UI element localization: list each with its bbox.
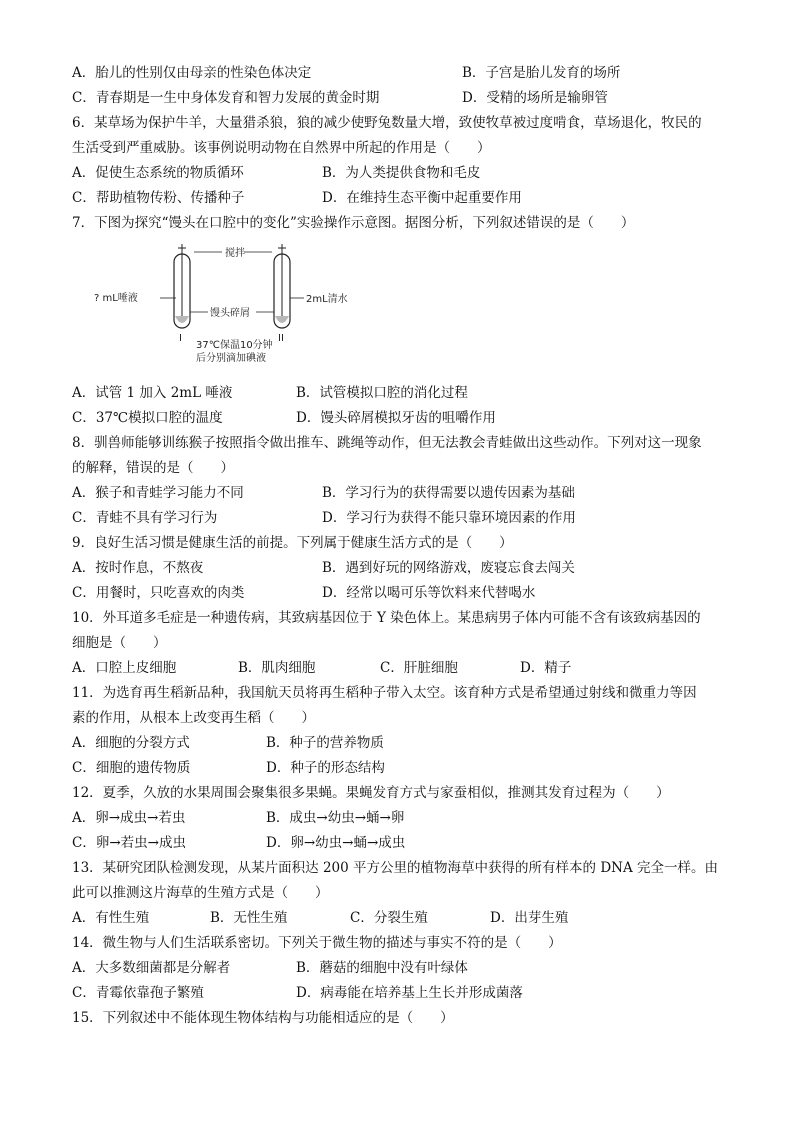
q5-option-d: D．受精的场所是输卵管 <box>462 90 608 106</box>
q5-option-c: C．青春期是一生中身体发育和智力发展的黄金时期 <box>72 90 380 106</box>
q13-stem-line1: 13．某研究团队检测发现，从某片面积达 200 平方公里的植物海草中获得的所有样本的 DNA 完全一样。由 <box>72 860 718 876</box>
test-tube-2 <box>274 244 290 328</box>
q10-stem-line1: 10．外耳道多毛症是一种遗传病，其致病基因位于 Y 染色体上。某患病男子体内可能不含有该致病基因的 <box>72 610 701 626</box>
q8-stem-line2: 的解释，错误的是（ ） <box>72 460 234 476</box>
q8-option-c: C．青蛙不具有学习行为 <box>72 510 218 526</box>
q10-option-d: D．精子 <box>520 660 572 676</box>
saliva-label: ? mL唾液 <box>94 293 138 304</box>
q9-option-c: C．用餐时，只吃喜欢的肉类 <box>72 585 245 601</box>
tube-2-label: II <box>278 333 284 344</box>
q7-stem: 7．下图为探究“馒头在口腔中的变化”实验操作示意图。据图分析，下列叙述错误的是（ ） <box>72 215 635 231</box>
q7-option-d: D．馒头碎屑模拟牙齿的咀嚼作用 <box>296 410 496 426</box>
q11-option-a: A．细胞的分裂方式 <box>72 735 190 751</box>
stir-label: 搅拌 <box>225 248 245 259</box>
incubation-note-2: 后分别滴加碘液 <box>196 353 266 362</box>
q8-option-b: B．学习行为的获得需要以遗传因素为基础 <box>322 485 575 501</box>
q6-stem-line1: 6．某草场为保护牛羊，大量猎杀狼，狼的减少使野兔数量大增，致使牧草被过度啃食，草场退化，牧民的 <box>72 115 702 131</box>
q14-option-a: A．大多数细菌都是分解者 <box>72 960 231 976</box>
q14-option-d: D．病毒能在培养基上生长并形成菌落 <box>296 985 523 1001</box>
q7-experiment-figure <box>92 242 422 362</box>
q14-option-c: C．青霉依靠孢子繁殖 <box>72 985 204 1001</box>
q14-option-b: B．蘑菇的细胞中没有叶绿体 <box>296 960 468 976</box>
q8-option-a: A．猴子和青蛙学习能力不同 <box>72 485 244 501</box>
q6-stem-line2: 生活受到严重威胁。该事例说明动物在自然界中所起的作用是（ ） <box>72 140 491 156</box>
q5-option-a: A．胎儿的性别仅由母亲的性染色体决定 <box>72 65 312 81</box>
q6-option-c: C．帮助植物传粉、传播种子 <box>72 190 245 206</box>
q10-option-b: B．肌肉细胞 <box>238 660 316 676</box>
q12-stem: 12．夏季，久放的水果周围会聚集很多果蝇。果蝇发育方式与家蚕相似，推测其发育过程为（ ） <box>72 785 670 801</box>
q14-stem: 14．微生物与人们生活联系密切。下列关于微生物的描述与事实不符的是（ ） <box>72 935 562 951</box>
q8-option-d: D．学习行为获得不能只靠环境因素的作用 <box>322 510 576 526</box>
q11-option-c: C．细胞的遗传物质 <box>72 760 191 776</box>
q7-option-b: B．试管模拟口腔的消化过程 <box>296 385 468 401</box>
q13-option-b: B．无性生殖 <box>210 910 288 926</box>
q13-option-a: A．有性生殖 <box>72 910 150 926</box>
incubation-note-1: 37℃保温10分钟 <box>196 340 273 351</box>
q11-stem-line2: 素的作用，从根本上改变再生稻（ ） <box>72 710 315 726</box>
q15-stem: 15．下列叙述中不能体现生物体结构与功能相适应的是（ ） <box>72 1010 454 1026</box>
q13-stem-line2: 此可以推测这片海草的生殖方式是（ ） <box>72 885 329 901</box>
q9-option-b: B．遇到好玩的网络游戏，废寝忘食去闯关 <box>322 560 575 576</box>
q10-stem-line2: 细胞是（ ） <box>72 635 167 651</box>
q13-option-c: C．分裂生殖 <box>350 910 428 926</box>
q11-option-b: B．种子的营养物质 <box>266 735 384 751</box>
q6-option-a: A．促使生态系统的物质循环 <box>72 165 244 181</box>
q7-option-c: C．37℃模拟口腔的温度 <box>72 410 223 426</box>
q12-option-c: C．卵→若虫→成虫 <box>72 835 186 851</box>
q5-option-b: B．子宫是胎儿发育的场所 <box>462 65 621 81</box>
q10-option-a: A．口腔上皮细胞 <box>72 660 177 676</box>
q9-stem: 9．良好生活习惯是健康生活的前提。下列属于健康生活方式的是（ ） <box>72 535 513 551</box>
q12-option-d: D．卵→幼虫→蛹→成虫 <box>266 835 406 851</box>
q10-option-c: C．肝脏细胞 <box>380 660 458 676</box>
q7-option-a: A．试管 1 加入 2mL 唾液 <box>72 385 233 401</box>
q13-option-d: D．出芽生殖 <box>490 910 569 926</box>
q9-option-d: D．经常以喝可乐等饮料来代替喝水 <box>322 585 536 601</box>
q6-option-b: B．为人类提供食物和毛皮 <box>322 165 481 181</box>
bread-crumbs-label: 馒头碎屑 <box>210 308 250 319</box>
q6-option-d: D．在维持生态平衡中起重要作用 <box>322 190 522 206</box>
test-tube-1 <box>174 244 190 328</box>
water-label: 2mL清水 <box>306 294 348 305</box>
q9-option-a: A．按时作息，不熬夜 <box>72 560 204 576</box>
q11-stem-line1: 11．为选育再生稻新品种，我国航天员将再生稻种子带入太空。该育种方式是希望通过射线和微重力等因 <box>72 685 697 701</box>
q11-option-d: D．种子的形态结构 <box>266 760 385 776</box>
q12-option-a: A．卵→成虫→若虫 <box>72 810 186 826</box>
q12-option-b: B．成虫→幼虫→蛹→卵 <box>266 810 405 826</box>
tube-1-label: I <box>179 333 182 344</box>
q8-stem-line1: 8．驯兽师能够训练猴子按照指令做出推车、跳绳等动作，但无法教会青蛙做出这些动作。下列对这一现象 <box>72 435 702 451</box>
